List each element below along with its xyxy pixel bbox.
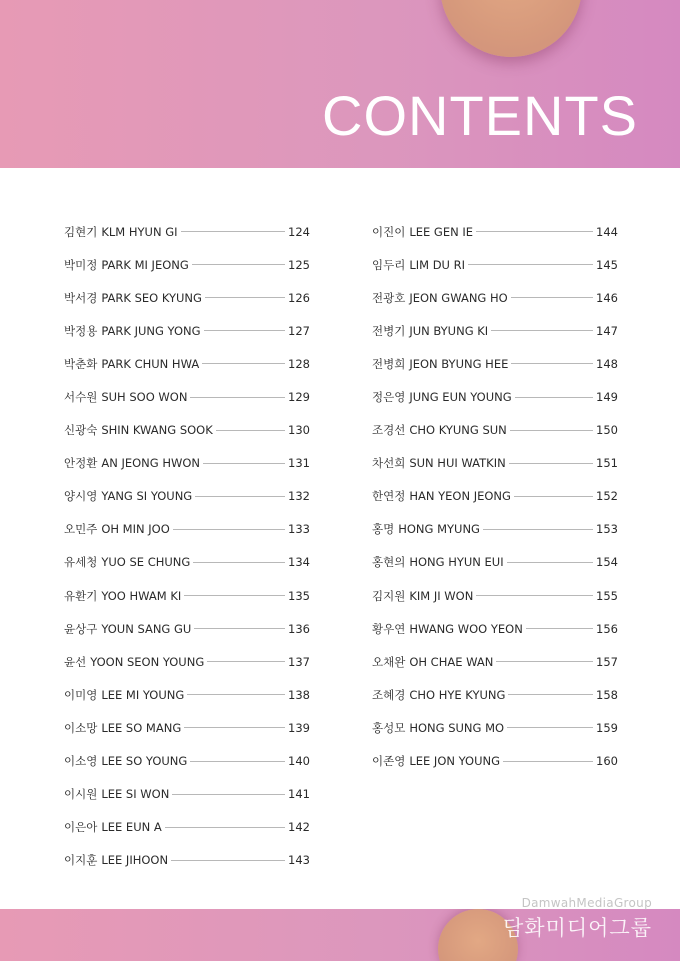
toc-entry[interactable]: [372, 745, 616, 778]
toc-entry[interactable]: [64, 811, 308, 844]
entry-page-number: 134: [288, 555, 310, 570]
entry-page-number: 132: [288, 489, 310, 504]
dot-leader: [496, 661, 593, 662]
entry-english-name: OH CHAE WAN: [409, 654, 494, 669]
entry-page-number: 141: [288, 787, 310, 802]
entry-english-name: JEON BYUNG HEE: [409, 356, 509, 371]
dot-leader: [507, 562, 593, 563]
dot-leader: [491, 330, 593, 331]
toc-left-column: [64, 215, 308, 877]
toc-entry[interactable]: [64, 347, 308, 380]
entry-korean-name: 이은아: [64, 820, 98, 835]
entry-english-name: HONG MYUNG: [398, 522, 480, 537]
dot-leader: [171, 860, 285, 861]
entry-english-name: YOUN SANG GU: [101, 621, 192, 636]
watermark: [503, 896, 652, 942]
dot-leader: [205, 297, 285, 298]
toc-entry[interactable]: [64, 678, 308, 711]
toc-entry[interactable]: [372, 645, 616, 678]
entry-english-name: SUN HUI WATKIN: [409, 456, 506, 471]
entry-page-number: 138: [288, 687, 310, 702]
entry-english-name: LEE EUN A: [101, 820, 162, 835]
entry-page-number: 136: [288, 621, 310, 636]
entry-english-name: JUNG EUN YOUNG: [409, 390, 512, 405]
entry-page-number: 149: [596, 390, 618, 405]
entry-page-number: 127: [288, 323, 310, 338]
entry-english-name: HWANG WOO YEON: [409, 621, 523, 636]
toc-entry[interactable]: [372, 414, 616, 447]
watermark-english: DamwahMediaGroup: [521, 896, 652, 910]
entry-english-name: LEE SO MANG: [101, 720, 182, 735]
entry-korean-name: 한연정: [372, 489, 406, 504]
entry-english-name: PARK SEO KYUNG: [101, 290, 202, 305]
watermark-korean: 담화미디어그룹: [502, 916, 652, 940]
header-banner: [0, 0, 680, 168]
entry-korean-name: 황우연: [372, 621, 406, 636]
entry-english-name: CHO HYE KYUNG: [409, 687, 506, 702]
entry-korean-name: 차선희: [372, 456, 406, 471]
entry-page-number: 125: [288, 257, 310, 272]
entry-page-number: 152: [596, 489, 618, 504]
entry-korean-name: 오민주: [64, 522, 98, 537]
entry-korean-name: 이존영: [372, 754, 406, 769]
entry-korean-name: 이소망: [64, 720, 98, 735]
entry-english-name: SHIN KWANG SOOK: [101, 423, 213, 438]
dot-leader: [190, 397, 285, 398]
toc-entry[interactable]: [372, 612, 616, 645]
entry-korean-name: 박서경: [64, 290, 98, 305]
entry-page-number: 147: [596, 323, 618, 338]
toc-entry[interactable]: [64, 745, 308, 778]
entry-english-name: LEE SI WON: [101, 787, 170, 802]
entry-korean-name: 정은영: [372, 390, 406, 405]
dot-leader: [165, 827, 285, 828]
page-title: CONTENTS: [322, 84, 638, 147]
entry-korean-name: 안정환: [64, 456, 98, 471]
entry-page-number: 156: [596, 621, 618, 636]
entry-english-name: LEE MI YOUNG: [101, 687, 185, 702]
entry-english-name: KIM JI WON: [409, 588, 474, 603]
toc-entry[interactable]: [64, 513, 308, 546]
dot-leader: [184, 727, 285, 728]
toc-entry[interactable]: [64, 546, 308, 579]
entry-english-name: YOON SEON YOUNG: [90, 654, 205, 669]
entry-korean-name: 임두리: [372, 257, 406, 272]
dot-leader: [511, 297, 593, 298]
entry-english-name: OH MIN JOO: [101, 522, 170, 537]
entry-korean-name: 홍명: [372, 522, 395, 537]
entry-korean-name: 윤상구: [64, 621, 98, 636]
toc-entry[interactable]: [64, 414, 308, 447]
dot-leader: [476, 231, 593, 232]
toc-entry[interactable]: [372, 678, 616, 711]
entry-page-number: 129: [288, 390, 310, 405]
dot-leader: [476, 595, 593, 596]
entry-korean-name: 양시영: [64, 489, 98, 504]
toc-entry[interactable]: [372, 248, 616, 281]
entry-english-name: HONG HYUN EUI: [409, 555, 504, 570]
entry-korean-name: 윤선: [64, 654, 87, 669]
entry-page-number: 145: [596, 257, 618, 272]
dot-leader: [184, 595, 285, 596]
entry-page-number: 148: [596, 356, 618, 371]
entry-korean-name: 오채완: [372, 654, 406, 669]
dot-leader: [192, 264, 285, 265]
entry-korean-name: 조경선: [372, 423, 406, 438]
toc-entry[interactable]: [372, 513, 616, 546]
entry-korean-name: 김지원: [372, 588, 406, 603]
entry-korean-name: 유세청: [64, 555, 98, 570]
entry-english-name: LEE JIHOON: [101, 853, 169, 868]
entry-english-name: YANG SI YOUNG: [101, 489, 193, 504]
entry-korean-name: 박춘화: [64, 356, 98, 371]
toc-entry[interactable]: [64, 579, 308, 612]
entry-english-name: SUH SOO WON: [101, 390, 188, 405]
toc-entry[interactable]: [372, 380, 616, 413]
entry-korean-name: 이소영: [64, 754, 98, 769]
dot-leader: [207, 661, 285, 662]
dot-leader: [510, 430, 593, 431]
entry-english-name: AN JEONG HWON: [101, 456, 201, 471]
toc-entry[interactable]: [64, 612, 308, 645]
dot-leader: [181, 231, 285, 232]
entry-korean-name: 신광숙: [64, 423, 98, 438]
entry-korean-name: 홍현의: [372, 555, 406, 570]
entry-korean-name: 이미영: [64, 687, 98, 702]
entry-page-number: 157: [596, 654, 618, 669]
dot-leader: [468, 264, 593, 265]
dot-leader: [511, 363, 593, 364]
toc-entry[interactable]: [372, 314, 616, 347]
entry-english-name: PARK JUNG YONG: [101, 323, 201, 338]
entry-page-number: 124: [288, 224, 310, 239]
dot-leader: [216, 430, 285, 431]
dot-leader: [526, 628, 593, 629]
dot-leader: [195, 496, 285, 497]
entry-page-number: 142: [288, 820, 310, 835]
dot-leader: [509, 463, 593, 464]
dot-leader: [172, 794, 285, 795]
toc-entry[interactable]: [372, 711, 616, 744]
toc-entry[interactable]: [372, 215, 616, 248]
entry-english-name: JEON GWANG HO: [409, 290, 508, 305]
entry-english-name: LEE SO YOUNG: [101, 754, 188, 769]
entry-page-number: 139: [288, 720, 310, 735]
toc-entry[interactable]: [64, 380, 308, 413]
entry-page-number: 158: [596, 687, 618, 702]
dot-leader: [202, 363, 285, 364]
toc-right-column: [372, 215, 616, 778]
entry-page-number: 153: [596, 522, 618, 537]
entry-page-number: 151: [596, 456, 618, 471]
toc-entry[interactable]: [372, 546, 616, 579]
toc-entry[interactable]: [64, 281, 308, 314]
dot-leader: [193, 562, 285, 563]
entry-page-number: 137: [288, 654, 310, 669]
entry-page-number: 155: [596, 588, 618, 603]
entry-english-name: JUN BYUNG KI: [409, 323, 489, 338]
entry-page-number: 135: [288, 588, 310, 603]
entry-page-number: 140: [288, 754, 310, 769]
toc-entry[interactable]: [372, 480, 616, 513]
toc-entry[interactable]: [64, 447, 308, 480]
dot-leader: [483, 529, 593, 530]
dot-leader: [515, 397, 593, 398]
entry-korean-name: 이시원: [64, 787, 98, 802]
toc-entry[interactable]: [64, 711, 308, 744]
entry-english-name: HAN YEON JEONG: [409, 489, 511, 504]
entry-korean-name: 유환기: [64, 588, 98, 603]
entry-english-name: YUO SE CHUNG: [101, 555, 191, 570]
dot-leader: [187, 694, 285, 695]
dot-leader: [203, 463, 285, 464]
toc-entry[interactable]: [372, 579, 616, 612]
dot-leader: [190, 761, 285, 762]
toc-entry[interactable]: [372, 447, 616, 480]
entry-korean-name: 김현기: [64, 224, 98, 239]
entry-korean-name: 전병기: [372, 323, 406, 338]
entry-page-number: 150: [596, 423, 618, 438]
entry-korean-name: 전광호: [372, 290, 406, 305]
entry-page-number: 130: [288, 423, 310, 438]
entry-page-number: 143: [288, 853, 310, 868]
dot-leader: [204, 330, 285, 331]
toc-entry[interactable]: [64, 480, 308, 513]
entry-english-name: PARK MI JEONG: [101, 257, 189, 272]
entry-page-number: 160: [596, 754, 618, 769]
entry-english-name: PARK CHUN HWA: [101, 356, 200, 371]
dot-leader: [194, 628, 285, 629]
toc-entry[interactable]: [64, 844, 308, 877]
entry-english-name: LEE JON YOUNG: [409, 754, 501, 769]
decorative-circle: [440, 0, 582, 57]
toc-entry[interactable]: [64, 778, 308, 811]
entry-english-name: LEE GEN IE: [409, 224, 474, 239]
entry-korean-name: 이진이: [372, 224, 406, 239]
toc-entry[interactable]: [372, 281, 616, 314]
entry-korean-name: 홍성모: [372, 720, 406, 735]
entry-korean-name: 조혜경: [372, 687, 406, 702]
entry-english-name: HONG SUNG MO: [409, 720, 505, 735]
entry-korean-name: 이지훈: [64, 853, 98, 868]
entry-korean-name: 서수원: [64, 390, 98, 405]
toc-entry[interactable]: [64, 314, 308, 347]
entry-korean-name: 박정용: [64, 323, 98, 338]
entry-page-number: 146: [596, 290, 618, 305]
entry-english-name: KLM HYUN GI: [101, 224, 178, 239]
entry-page-number: 144: [596, 224, 618, 239]
entry-page-number: 126: [288, 290, 310, 305]
entry-english-name: CHO KYUNG SUN: [409, 423, 507, 438]
dot-leader: [514, 496, 593, 497]
toc-entry[interactable]: [64, 645, 308, 678]
toc-entry[interactable]: [372, 347, 616, 380]
entry-english-name: LIM DU RI: [409, 257, 466, 272]
entry-page-number: 154: [596, 555, 618, 570]
entry-english-name: YOO HWAM KI: [101, 588, 182, 603]
entry-page-number: 159: [596, 720, 618, 735]
dot-leader: [507, 727, 593, 728]
dot-leader: [173, 529, 285, 530]
entry-page-number: 131: [288, 456, 310, 471]
toc-entry[interactable]: [64, 215, 308, 248]
entry-korean-name: 박미정: [64, 257, 98, 272]
entry-page-number: 128: [288, 356, 310, 371]
entry-page-number: 133: [288, 522, 310, 537]
toc-entry[interactable]: [64, 248, 308, 281]
dot-leader: [508, 694, 593, 695]
dot-leader: [503, 761, 593, 762]
entry-korean-name: 전병희: [372, 356, 406, 371]
